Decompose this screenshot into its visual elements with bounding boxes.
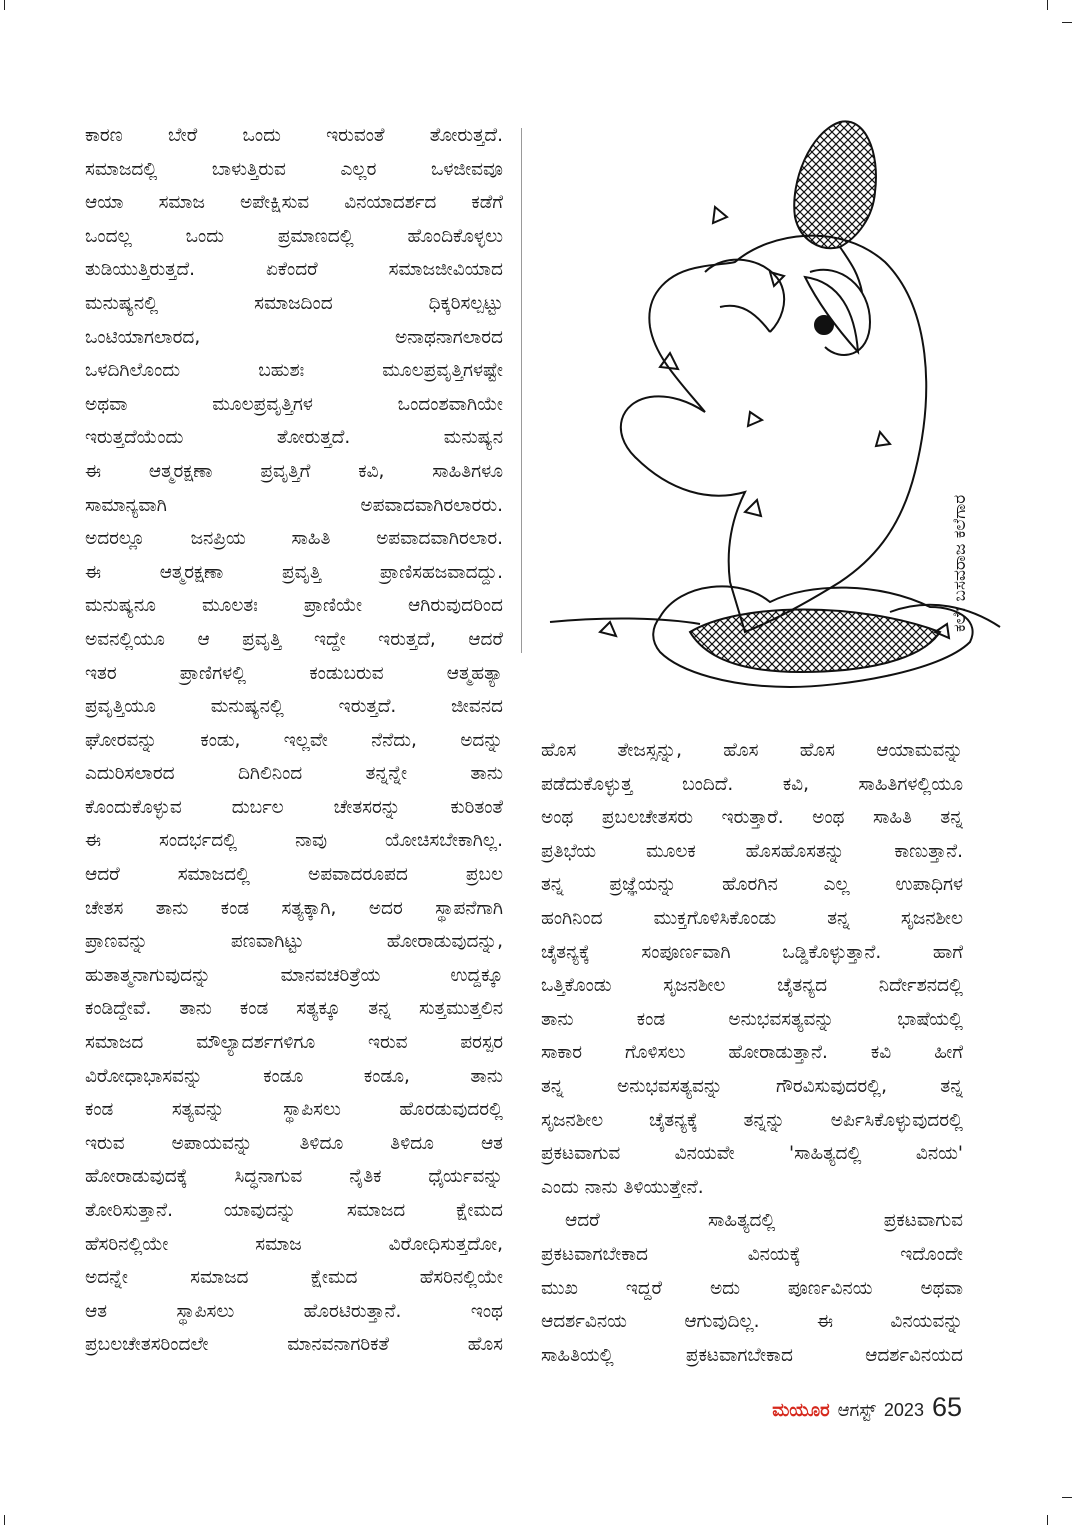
text-line: ಕೊಂದುಕೊಳ್ಳುವ ದುರ್ಬಲ ಚೇತಸರನ್ನು ಕುರಿತಂತೆ <box>85 796 503 818</box>
text-line: ಪಡೆದುಕೊಳ್ಳುತ್ತ ಬಂದಿದೆ. ಕವಿ, ಸಾಹಿತಿಗಳಲ್ಲಿಯೂ <box>541 773 963 795</box>
text-line: ಆತ ಸ್ಥಾಪಿಸಲು ಹೊರಟಿರುತ್ತಾನೆ. ಇಂಥ <box>85 1300 503 1322</box>
crop-mark-bottom-right <box>1047 1515 1048 1525</box>
text-line: ಮನುಷ್ಯನೂ ಮೂಲತಃ ಪ್ರಾಣಿಯೇ ಆಗಿರುವುದರಿಂದ <box>85 595 503 617</box>
text-line: ಮುಖ ಇದ್ದರೆ ಅದು ಪೂರ್ಣವಿನಯ ಅಥವಾ <box>541 1277 963 1299</box>
text-line: ಅಂಥ ಪ್ರಬಲಚೇತಸರು ಇರುತ್ತಾರೆ. ಅಂಥ ಸಾಹಿತಿ ತನ್ನ <box>541 807 963 829</box>
text-line: ಸಾಹಿತಿಯಲ್ಲಿ ಪ್ರಕಟವಾಗಬೇಕಾದ ಆದರ್ಶವಿನಯದ <box>541 1344 963 1366</box>
text-line: ಒಂದಲ್ಲ ಒಂದು ಪ್ರಮಾಣದಲ್ಲಿ ಹೊಂದಿಕೊಳ್ಳಲು <box>85 225 503 247</box>
text-line: ಪ್ರಾಣವನ್ನು ಪಣವಾಗಿಟ್ಟು ಹೋರಾಡುವುದನ್ನು, <box>85 931 503 953</box>
text-line: ವಿರೋಧಾಭಾಸವನ್ನು ಕಂಡೂ ಕಂಡೂ, ತಾನು <box>85 1065 503 1087</box>
text-line: ಸೃಜನಶೀಲ ಚೈತನ್ಯಕ್ಕೆ ತನ್ನನ್ನು ಅರ್ಪಿಸಿಕೊಳ್ಳುವುದರಲ್ಲಿ <box>541 1109 963 1131</box>
text-line: ಎದುರಿಸಲಾರದ ದಿಗಿಲಿನಿಂದ ತನ್ನನ್ನೇ ತಾನು <box>85 763 503 785</box>
text-line: ಒತ್ತಿಕೊಂಡು ಸೃಜನಶೀಲ ಚೈತನ್ಯದ ನಿರ್ದೇಶನದಲ್ಲಿ <box>541 975 963 997</box>
text-line: ಹೊಸ ತೇಜಸ್ಸನ್ನು, ಹೊಸ ಹೊಸ ಆಯಾಮವನ್ನು <box>541 740 963 761</box>
text-line: ಹುತಾತ್ಮನಾಗುವುದನ್ನು ಮಾನವಚರಿತ್ರೆಯ ಉದ್ದಕ್ಕೂ <box>85 964 503 986</box>
text-line: ಇರುತ್ತದೆಯೆಂದು ತೋರುತ್ತದೆ. ಮನುಷ್ಯನ <box>85 427 503 449</box>
text-line: ಪ್ರತಿಭೆಯ ಮೂಲಕ ಹೊಸಹೊಸತನ್ನು ಕಾಣುತ್ತಾನೆ. <box>541 840 963 862</box>
text-line: ಒಂಟಿಯಾಗಲಾರದ, ಅನಾಥನಾಗಲಾರದ <box>85 326 503 348</box>
text-line: ಅಥವಾ ಮೂಲಪ್ರವೃತ್ತಿಗಳ ಒಂದಂಶವಾಗಿಯೇ <box>85 393 503 415</box>
article-column-right <box>541 734 963 1372</box>
text-line: ಘೋರವನ್ನು ಕಂಡು, ಇಲ್ಲವೇ ನೆನೆದು, ಅದನ್ನು <box>85 729 503 751</box>
text-line: ಒಳದಿಗಿಲೊಂದು ಬಹುಶಃ ಮೂಲಪ್ರವೃತ್ತಿಗಳಷ್ಟೇ <box>85 360 503 382</box>
text-line: ಆದರ್ಶವಿನಯ ಆಗುವುದಿಲ್ಲ. ಈ ವಿನಯವನ್ನು <box>541 1311 963 1333</box>
issue-year: 2023 <box>883 1400 924 1420</box>
text-line: ಸಾಕಾರ ಗೊಳಿಸಲು ಹೋರಾಡುತ್ತಾನೆ. ಕವಿ ಹೀಗೆ <box>541 1042 963 1064</box>
ganesha-line-illustration <box>540 112 1010 702</box>
text-line: ಪ್ರಕಟವಾಗಬೇಕಾದ ವಿನಯಕ್ಕೆ ಇದೊಂದೇ <box>541 1243 963 1265</box>
text-line: ಚೇತಸ ತಾನು ಕಂಡ ಸತ್ಯಕ್ಕಾಗಿ, ಅದರ ಸ್ಥಾಪನೆಗಾಗಿ <box>85 897 503 919</box>
text-line: ಹಂಗಿನಿಂದ ಮುಕ್ತಗೊಳಿಸಿಕೊಂಡು ತನ್ನ ಸೃಜನಶೀಲ <box>541 907 963 929</box>
text-line: ಅದರಲ್ಲೂ ಜನಪ್ರಿಯ ಸಾಹಿತಿ ಅಪವಾದವಾಗಿರಲಾರ. <box>85 528 503 550</box>
column-divider <box>521 128 522 653</box>
text-line: ಇರುವ ಅಪಾಯವನ್ನು ತಿಳಿದೂ ತಿಳಿದೂ ಆತ <box>85 1132 503 1154</box>
text-line: ಕಾರಣ ಬೇರೆ ಒಂದು ಇರುವಂತೆ ತೋರುತ್ತದೆ. <box>85 125 503 146</box>
text-line: ಆಯಾ ಸಮಾಜ ಅಪೇಕ್ಷಿಸುವ ವಿನಯಾದರ್ಶದ ಕಡೆಗೆ <box>85 192 503 214</box>
text-line: ಚೈತನ್ಯಕ್ಕೆ ಸಂಪೂರ್ಣವಾಗಿ ಒಡ್ಡಿಕೊಳ್ಳುತ್ತಾನೆ. ಹಾಗೆ <box>541 941 963 963</box>
text-line: ಪ್ರಬಲಚೇತಸರಿಂದಲೇ ಮಾನವನಾಗರಿಕತೆ ಹೊಸ <box>85 1334 503 1356</box>
illustration-credit: ಕಲೆ: ಬಸವರಾಜ ಕಲೆಗಾರ <box>950 494 970 632</box>
text-line: ಆದರೆ ಸಾಹಿತ್ಯದಲ್ಲಿ ಪ್ರಕಟವಾಗುವ <box>565 1210 963 1232</box>
text-line: ಹೆಸರಿನಲ್ಲಿಯೇ ಸಮಾಜ ವಿರೋಧಿಸುತ್ತದೋ, <box>85 1233 503 1255</box>
crop-mark-right-upper <box>1062 22 1072 23</box>
crop-mark-right-lower <box>1062 1497 1072 1498</box>
text-line: ಆದರೆ ಸಮಾಜದಲ್ಲಿ ಅಪವಾದರೂಪದ ಪ್ರಬಲ <box>85 864 503 886</box>
text-line: ಸಾಮಾನ್ಯವಾಗಿ ಅಪವಾದವಾಗಿರಲಾರರು. <box>85 494 503 516</box>
magazine-logo: ಮಯೂರ <box>772 1400 830 1420</box>
issue-month: ಆಗಸ್ಟ್ <box>837 1400 876 1420</box>
text-line: ಈ ಆತ್ಮರಕ್ಷಣಾ ಪ್ರವೃತ್ತಿಗೆ ಕವಿ, ಸಾಹಿತಿಗಳೂ <box>85 460 503 482</box>
text-line: ಸಮಾಜದ ಮೌಲ್ಯಾದರ್ಶಗಳಿಗೂ ಇರುವ ಪರಸ್ಪರ <box>85 1032 503 1054</box>
crop-mark-top-right <box>1047 0 1048 10</box>
text-line: ಕಂಡ ಸತ್ಯವನ್ನು ಸ್ಥಾಪಿಸಲು ಹೊರಡುವುದರಲ್ಲಿ <box>85 1099 503 1121</box>
text-line: ಅದನ್ನೇ ಸಮಾಜದ ಕ್ಷೇಮದ ಹೆಸರಿನಲ್ಲಿಯೇ <box>85 1267 503 1289</box>
text-line: ತೋರಿಸುತ್ತಾನೆ. ಯಾವುದನ್ನು ಸಮಾಜದ ಕ್ಷೇಮದ <box>85 1200 503 1221</box>
text-line: ಸಮಾಜದಲ್ಲಿ ಬಾಳುತ್ತಿರುವ ಎಲ್ಲರ ಒಳಜೀವವೂ <box>85 158 503 180</box>
text-line: ಎಂದು ನಾನು ತಿಳಿಯುತ್ತೇನೆ. <box>541 1176 704 1198</box>
text-line: ಕಂಡಿದ್ದೇವೆ. ತಾನು ಕಂಡ ಸತ್ಯಕ್ಕೂ ತನ್ನ ಸುತ್ತಮುತ್ತಲಿನ <box>85 998 503 1020</box>
text-line: ಪ್ರಕಟವಾಗುವ ವಿನಯವೇ 'ಸಾಹಿತ್ಯದಲ್ಲಿ ವಿನಯ' <box>541 1143 963 1165</box>
text-line: ಮನುಷ್ಯನಲ್ಲಿ ಸಮಾಜದಿಂದ ಧಿಕ್ಕರಿಸಲ್ಪಟ್ಟು <box>85 292 503 314</box>
text-line: ಈ ಆತ್ಮರಕ್ಷಣಾ ಪ್ರವೃತ್ತಿ ಪ್ರಾಣಿಸಹಜವಾದದ್ದು. <box>85 561 503 583</box>
text-line: ತನ್ನ ಪ್ರಜ್ಞೆಯನ್ನು ಹೊರಗಿನ ಎಲ್ಲ ಉಪಾಧಿಗಳ <box>541 874 963 896</box>
page-number: 65 <box>931 1392 962 1422</box>
text-line: ತಾನು ಕಂಡ ಅನುಭವಸತ್ಯವನ್ನು ಭಾಷೆಯಲ್ಲಿ <box>541 1008 963 1030</box>
text-line: ಪ್ರವೃತ್ತಿಯೂ ಮನುಷ್ಯನಲ್ಲಿ ಇರುತ್ತದೆ. ಜೀವನದ <box>85 696 503 718</box>
text-line: ತನ್ನ ಅನುಭವಸತ್ಯವನ್ನು ಗೌರವಿಸುವುದರಲ್ಲಿ, ತನ್ನ <box>541 1075 963 1097</box>
crop-mark-bottom-left <box>4 1515 5 1525</box>
text-line: ಇತರ ಪ್ರಾಣಿಗಳಲ್ಲಿ ಕಂಡುಬರುವ ಆತ್ಮಹತ್ಯಾ <box>85 662 503 684</box>
page-footer <box>772 1392 962 1423</box>
text-line: ಅವನಲ್ಲಿಯೂ ಆ ಪ್ರವೃತ್ತಿ ಇದ್ದೇ ಇರುತ್ತದೆ, ಆದರೆ <box>85 628 503 650</box>
text-line: ಹೋರಾಡುವುದಕ್ಕೆ ಸಿದ್ಧನಾಗುವ ನೈತಿಕ ಧೈರ್ಯವನ್ನು <box>85 1166 503 1188</box>
text-line: ತುಡಿಯುತ್ತಿರುತ್ತದೆ. ಏಕೆಂದರೆ ಸಮಾಜಜೀವಿಯಾದ <box>85 259 503 281</box>
article-column-left <box>85 119 503 1362</box>
text-line: ಈ ಸಂದರ್ಭದಲ್ಲಿ ನಾವು ಯೋಚಿಸಬೇಕಾಗಿಲ್ಲ. <box>85 830 503 852</box>
crop-mark-top-left <box>4 0 5 10</box>
